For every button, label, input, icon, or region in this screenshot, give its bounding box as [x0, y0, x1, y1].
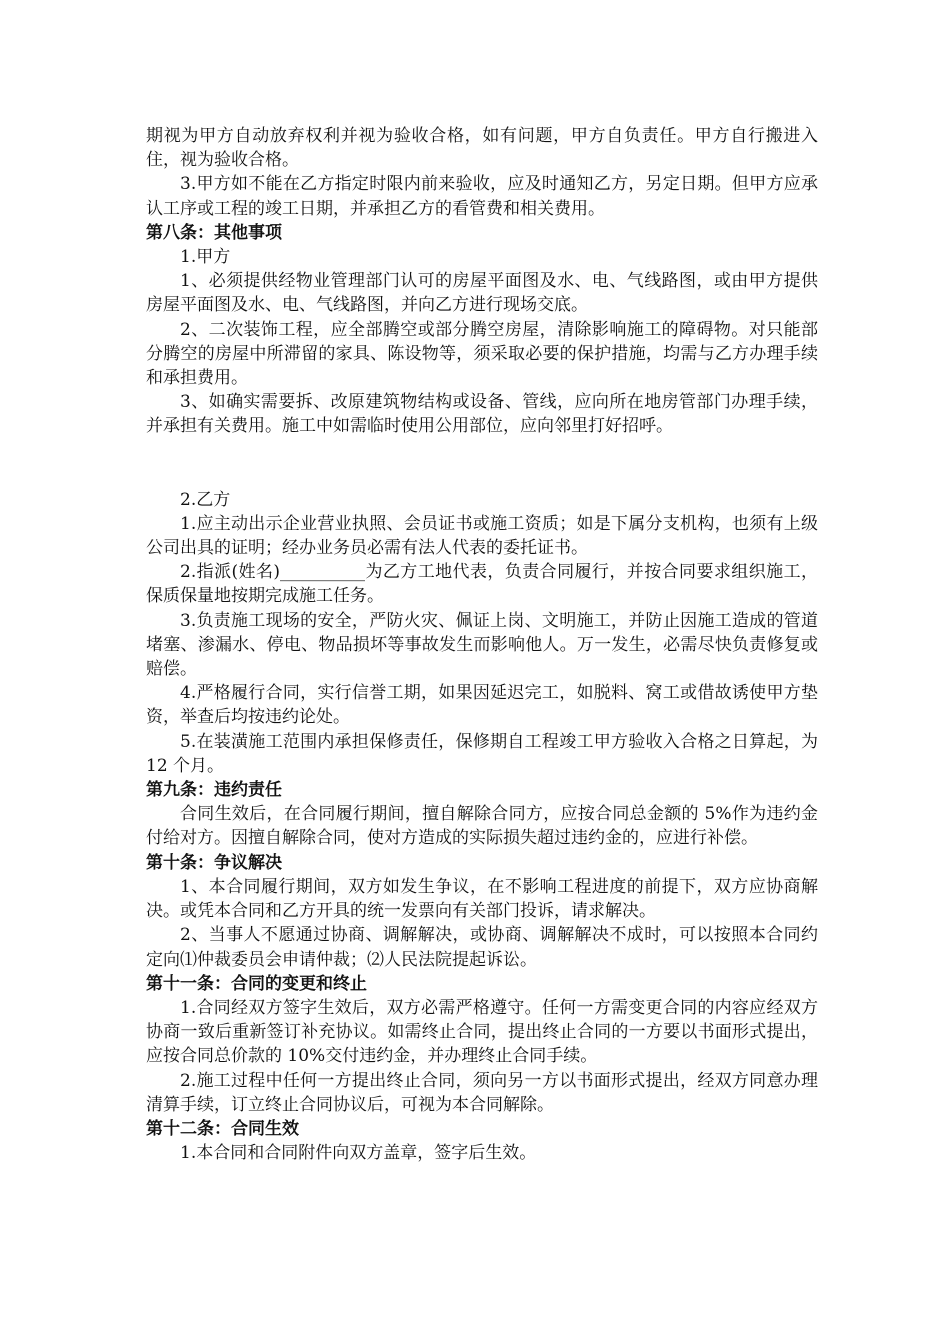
change-item-1: 1.合同经双方签字生效后，双方必需严格遵守。任何一方需变更合同的内容应经双方协商一致后重新签订补充协议。如需终止合同，提出终止合同的一方要以书面形式提出，应按合同总价款的 10%交付违约金，并办理终止合同手续。: [146, 997, 818, 1067]
party-b-item-5: 5.在装潢施工范围内承担保修责任，保修期自工程竣工甲方验收入合格之日算起，为 12 个月。: [146, 731, 818, 776]
heading-article-11: 第十一条：合同的变更和终止: [146, 973, 367, 994]
party-a-item-1: 1、必须提供经物业管理部门认可的房屋平面图及水、电、气线路图，或由甲方提供房屋平面图及水、电、气线路图，并向乙方进行现场交底。: [146, 271, 818, 316]
heading-article-10: 第十条：争议解决: [146, 852, 282, 873]
contract-page: [146, 124, 818, 1165]
paragraph-continuation: 期视为甲方自动放弃权利并视为验收合格，如有问题，甲方自负责任。甲方自行搬进入住，视为验收合格。: [146, 126, 818, 171]
change-item-2: 2.施工过程中任何一方提出终止合同，须向另一方以书面形式提出，经双方同意办理清算手续，订立终止合同协议后，可视为本合同解除。: [146, 1070, 818, 1115]
party-a-item-2: 2、二次装饰工程，应全部腾空或部分腾空房屋，清除影响施工的障碍物。对只能部分腾空的房屋中所滞留的家具、陈设物等，须采取必要的保护措施，均需与乙方办理手续和承担费用。: [146, 319, 818, 389]
subheading-party-b: 2.乙方: [180, 489, 231, 510]
heading-article-8: 第八条：其他事项: [146, 222, 282, 243]
heading-article-9: 第九条：违约责任: [146, 780, 282, 801]
heading-article-12: 第十二条：合同生效: [146, 1118, 299, 1139]
party-a-item-3: 3、如确实需要拆、改原建筑物结构或设备、管线，应向所在地房管部门办理手续，并承担有关费用。施工中如需临时使用公用部位，应向邻里打好招呼。: [146, 392, 818, 437]
party-b-item-1: 1.应主动出示企业营业执照、会员证书或施工资质；如是下属分支机构，也须有上级公司出具的证明；经办业务员必需有法人代表的委托证书。: [146, 513, 818, 559]
effect-item-1: 1.本合同和合同附件向双方盖章，签字后生效。: [180, 1143, 537, 1164]
dispute-item-1: 1、本合同履行期间，双方如发生争议，在不影响工程进度的前提下，双方应协商解决。或凭本合同和乙方开具的统一发票向有关部门投诉，请求解决。: [146, 876, 818, 922]
party-b-item-4: 4.严格履行合同，实行信誉工期，如果因延迟完工，如脱料、窝工或借故诱使甲方垫资，举查后均按违约论处。: [146, 683, 818, 728]
spacer: [146, 439, 818, 488]
dispute-item-2: 2、当事人不愿通过协商、调解解决，或协商、调解解决不成时，可以按照本合同约定向⑴仲裁委员会申请仲裁；⑵人民法院提起诉讼。: [146, 925, 818, 970]
subheading-party-a: 1.甲方: [180, 247, 231, 268]
party-b-item-3: 3.负责施工现场的安全，严防火灾、佩证上岗、文明施工，并防止因施工造成的管道堵塞、渗漏水、停电、物品损坏等事故发生而影响他人。万一发生，必需尽快负责修复或赔偿。: [146, 610, 818, 680]
party-b-item-2: 2.指派(姓名)__________为乙方工地代表，负责合同履行，并按合同要求组织施工，保质保量地按期完成施工任务。: [146, 562, 818, 607]
paragraph-acceptance-3: 3.甲方如不能在乙方指定时限内前来验收，应及时通知乙方，另定日期。但甲方应承认工序或工程的竣工日期，并承担乙方的看管费和相关费用。: [146, 174, 818, 219]
breach-paragraph: 合同生效后，在合同履行期间，擅自解除合同方，应按合同总金额的 5%作为违约金付给对方。因擅自解除合同，使对方造成的实际损失超过违约金的，应进行补偿。: [146, 804, 818, 849]
